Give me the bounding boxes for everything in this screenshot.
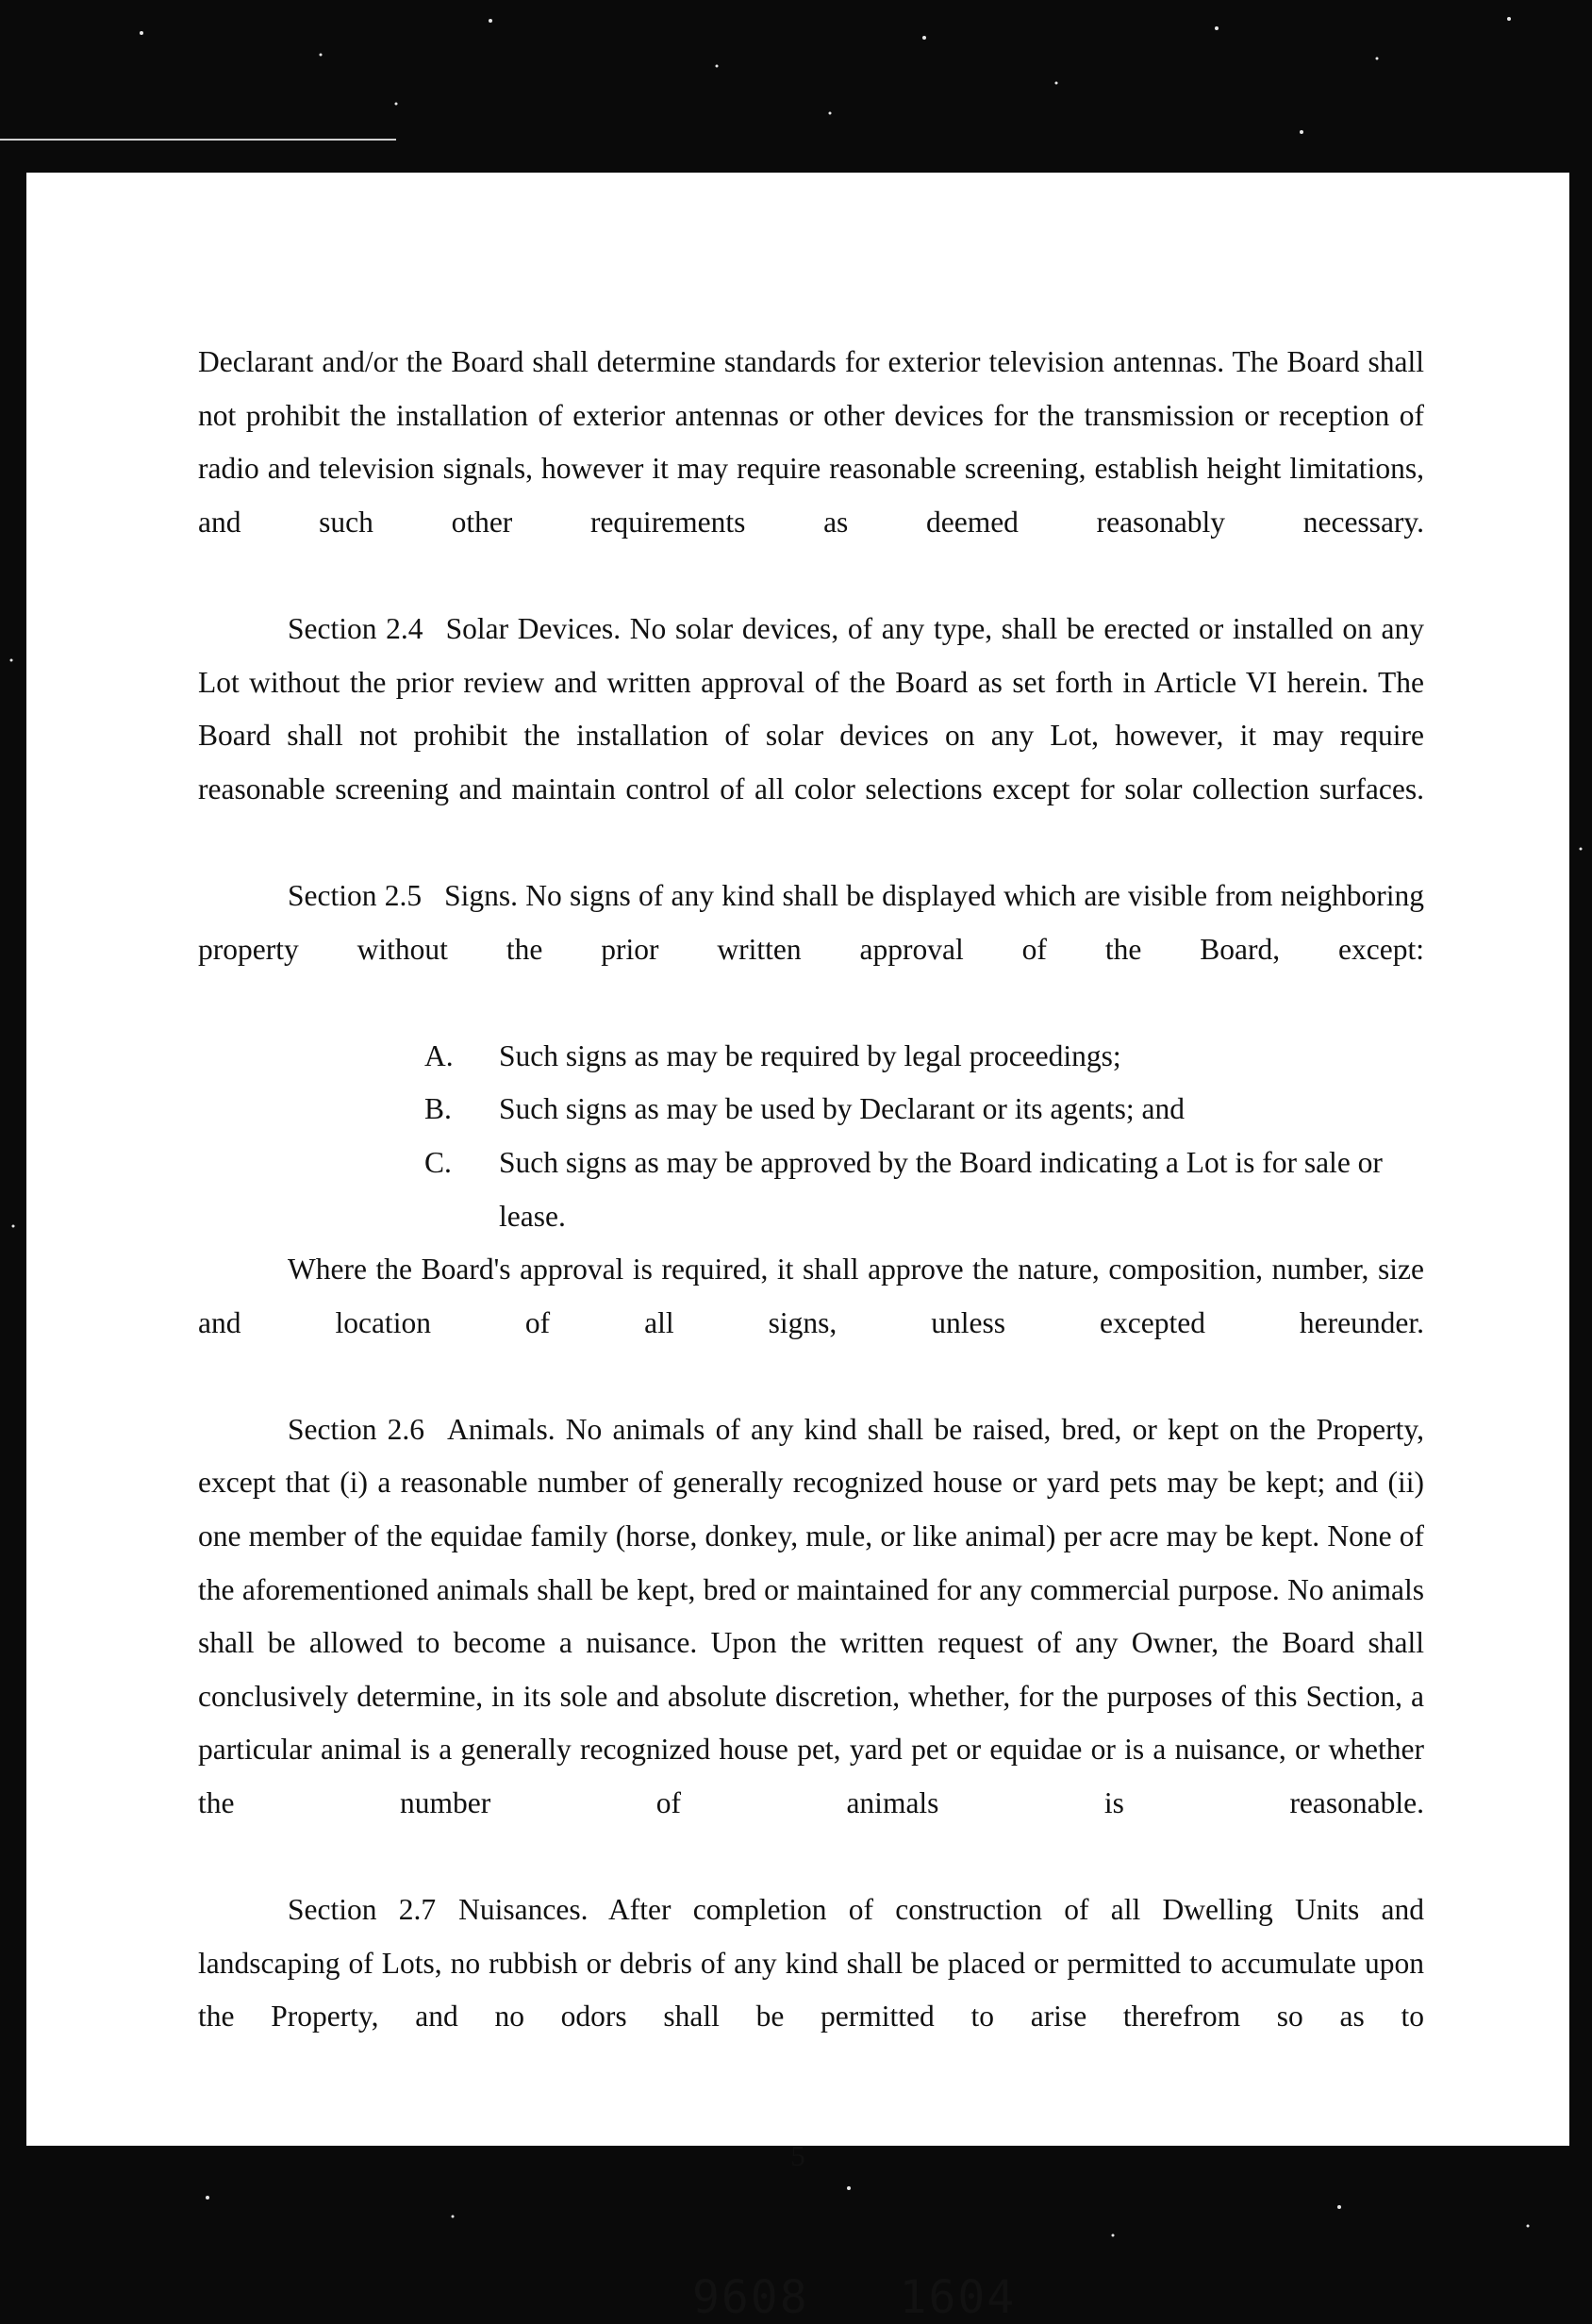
section-2-4-heading: Section 2.4 — [288, 611, 423, 645]
paragraph-antennas: Declarant and/or the Board shall determine standards for exterior television antennas. The Board shall not prohibit the installation of exterior antennas or other devices for the transmission or reception of radio and television signals, however it may require reasonable screening, establish height limitations, and such other requirements as deemed reasonably necessary. — [198, 345, 1424, 539]
section-2-6-text: Animals. No animals of any kind shall be raised, bred, or kept on the Property, except that (i) a reasonable number of generally recognized house or yard pets may be kept; and (ii) one member of the equidae family (horse, donkey, mule, or like animal) per acre may be kept. None of the aforementioned animals shall be kept, bred or maintained for any commercial purpose. No animals shall be allowed to become a nuisance. Upon the written request of any Owner, the Board shall conclusively determine, in its sole and absolute discretion, whether, for the purposes of this Section, a particular animal is a generally recognized house pet, yard pet or equidae or is a nuisance, or whether the number of animals is reasonable. — [198, 1412, 1424, 1820]
section-2-6 — [198, 1403, 1424, 1884]
list-item-b — [424, 1083, 1424, 1137]
section-2-7 — [198, 1884, 1424, 2097]
section-2-6-heading: Section 2.6 — [288, 1412, 425, 1446]
section-2-4 — [198, 603, 1424, 870]
section-2-5-followup: Where the Board's approval is required, it shall approve the nature, composition, number, size and location of all signs, unless excepted hereunder. — [198, 1253, 1424, 1339]
list-letter: A. — [424, 1038, 454, 1072]
stamp-book-number: 9608 — [692, 2271, 809, 2324]
stamp-page-number: 1604 — [899, 2271, 1017, 2324]
list-item-a — [424, 1030, 1424, 1084]
list-text: Such signs as may be required by legal proceedings; — [499, 1038, 1121, 1072]
list-letter: C. — [424, 1145, 452, 1179]
page-number: 5 — [790, 2139, 805, 2172]
recording-stamp — [692, 2271, 1016, 2324]
section-2-7-text: Nuisances. After completion of construction of all Dwelling Units and landscaping of Lots, no rubbish or debris of any kind shall be placed or permitted to accumulate upon the Property, and no odors shall be permitted to arise therefrom so as to — [198, 1893, 1424, 2034]
list-text: Such signs as may be used by Declarant or its agents; and — [499, 1092, 1185, 1126]
section-2-5-text: Signs. No signs of any kind shall be displayed which are visible from neighboring property without the prior written approval of the Board, except: — [198, 878, 1424, 966]
section-2-5-heading: Section 2.5 — [288, 878, 423, 912]
list-letter: B. — [424, 1092, 452, 1126]
list-text: Such signs as may be approved by the Board indicating a Lot is for sale or lease. — [499, 1145, 1383, 1233]
section-2-5 — [198, 870, 1424, 1030]
section-2-4-text: Solar Devices. No solar devices, of any type, shall be erected or installed on any Lot without the prior review and written approval of the Board as set forth in Article VI herein. The Board shall not prohibit the installation of solar devices on any Lot, however, it may require reasonable screening and maintain control of all color selections except for solar collection surfaces. — [198, 611, 1424, 805]
section-2-7-heading: Section 2.7 — [288, 1893, 437, 1927]
document-body — [198, 336, 1424, 2098]
list-item-c — [424, 1137, 1424, 1243]
document-page — [26, 173, 1569, 2324]
